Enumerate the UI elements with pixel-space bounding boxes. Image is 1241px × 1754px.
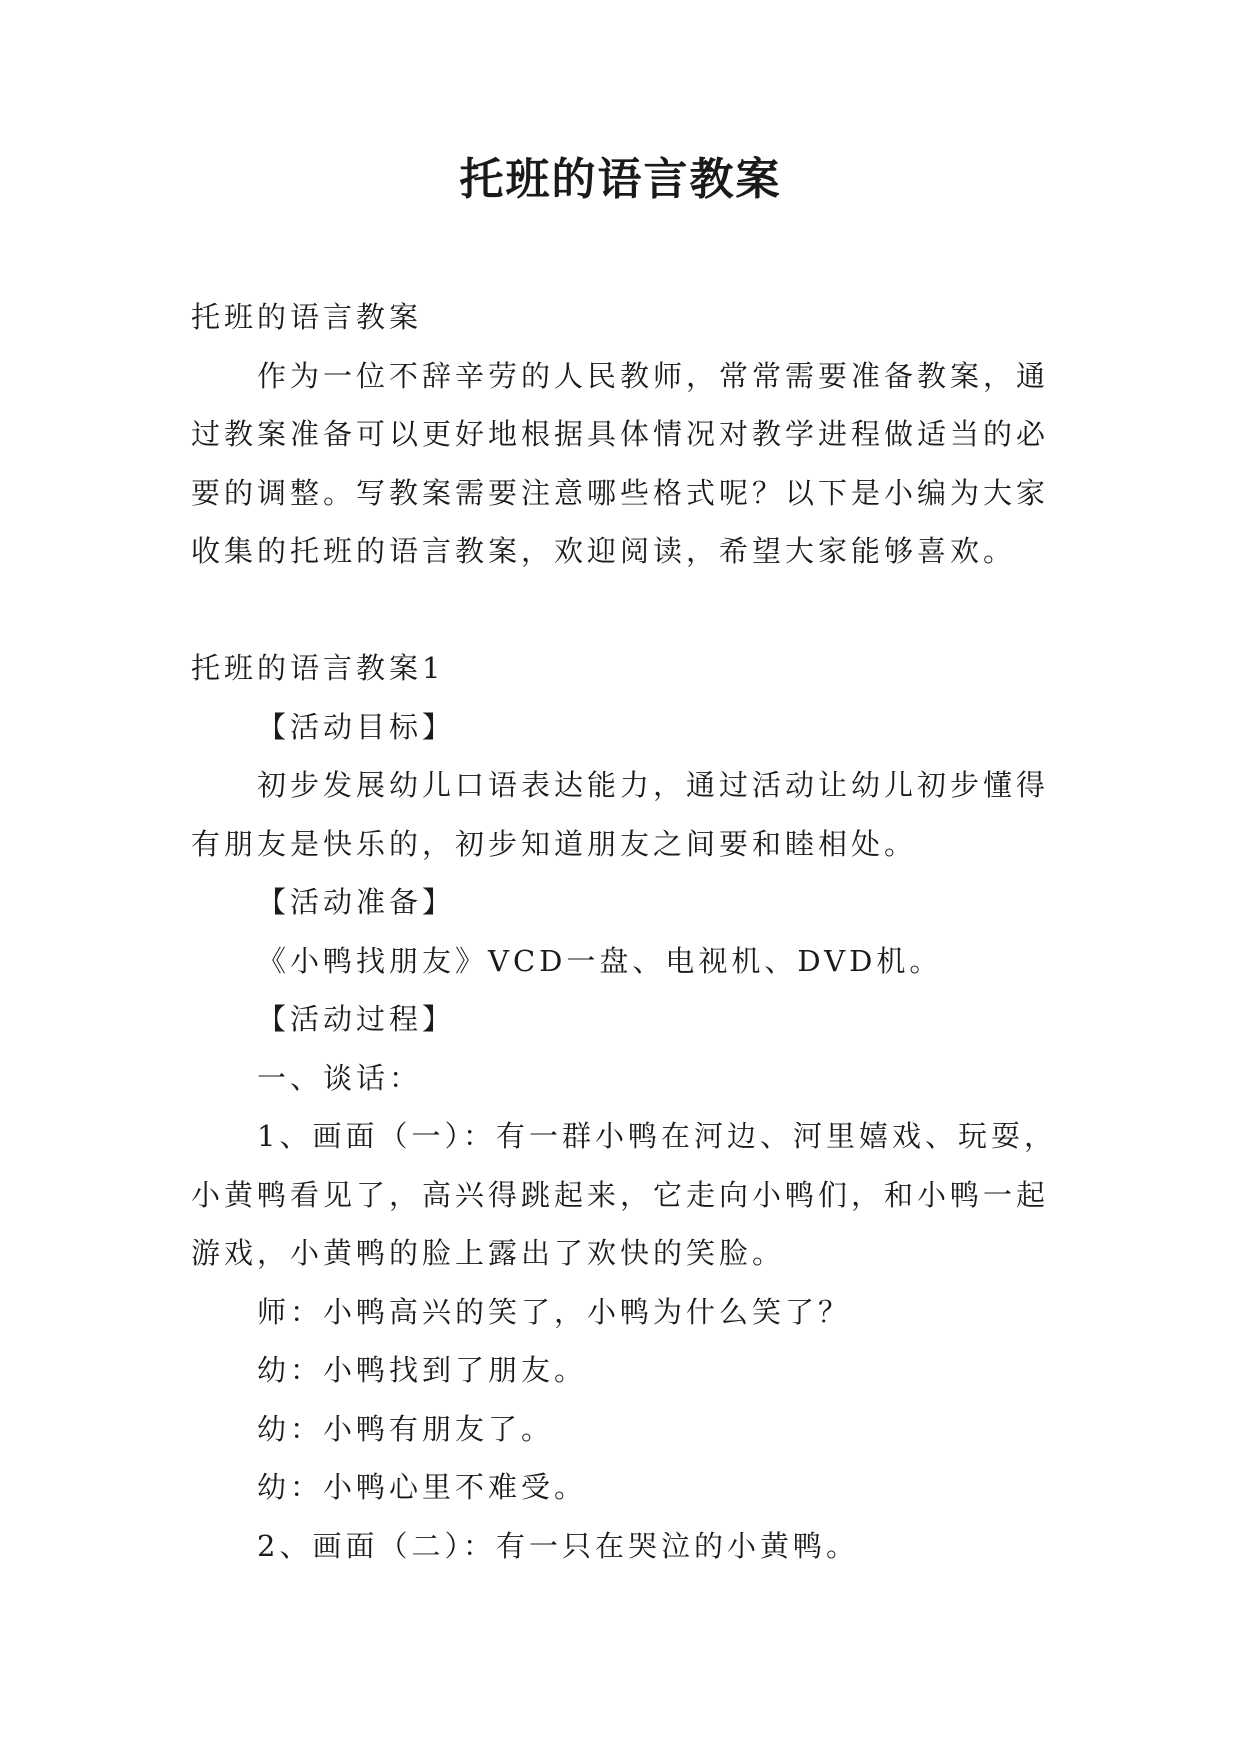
goal-paragraph: 初步发展幼儿口语表达能力，通过活动让幼儿初步懂得有朋友是快乐的，初步知道朋友之间要和睦相处。 xyxy=(191,768,1050,861)
paragraph-gap xyxy=(191,581,1071,640)
scene-one-paragraph: 1、画面（一）：有一群小鸭在河边、河里嬉戏、玩耍，小黄鸭看见了，高兴得跳起来，它走向小鸭们，和小鸭一起游戏，小黄鸭的脸上露出了欢快的笑脸。 xyxy=(191,1119,1057,1270)
document-body xyxy=(191,288,1071,1575)
prep-paragraph: 《小鸭找朋友》VCD一盘、电视机、DVD机。 xyxy=(257,943,943,978)
prep-heading: 【活动准备】 xyxy=(257,885,456,919)
dialogue-line-child: 幼：小鸭找到了朋友。 xyxy=(257,1353,588,1387)
scene-two-paragraph: 2、画面（二）：有一只在哭泣的小黄鸭。 xyxy=(257,1528,859,1563)
dialogue-line-teacher: 师：小鸭高兴的笑了，小鸭为什么笑了？ xyxy=(257,1294,852,1329)
process-heading: 【活动过程】 xyxy=(257,1002,456,1036)
intro-paragraph: 作为一位不辞辛劳的人民教师，常常需要准备教案，通过教案准备可以更好地根据具体情况对教学进程做适当的必要的调整。写教案需要注意哪些格式呢？以下是小编为大家收集的托班的语言教案，欢迎阅读，希望大家能够喜欢。 xyxy=(191,358,1050,568)
dialogue-line-child: 幼：小鸭心里不难受。 xyxy=(257,1470,588,1504)
document-title: 托班的语言教案 xyxy=(459,154,782,205)
dialogue-line-child: 幼：小鸭有朋友了。 xyxy=(257,1411,555,1446)
goal-heading: 【活动目标】 xyxy=(257,709,456,744)
step-one-heading: 一、谈话： xyxy=(257,1060,423,1095)
document-subtitle: 托班的语言教案 xyxy=(191,300,423,334)
section-title: 托班的语言教案1 xyxy=(191,651,445,685)
